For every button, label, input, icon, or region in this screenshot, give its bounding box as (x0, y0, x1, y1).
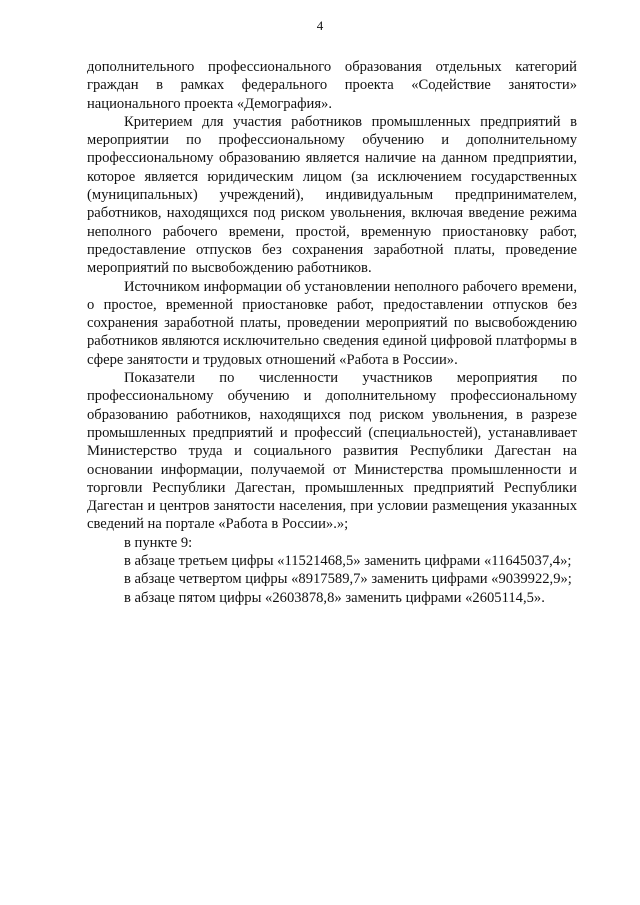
paragraph-criterion: Критерием для участия работников промышленных предприятий в мероприятии по профессиональному обучению и дополнительному профессиональному образованию является наличие на данном предприятии, которое является юридическим лицом (за исключением государственных (муниципальных) учреждений), индивидуальным предпринимателем, работников, находящихся под риском увольнения, включая введение режима неполного рабочего времени, простой, временную приостановку работ, предоставление отпусков без сохранения заработной платы, проведение мероприятий по высвобождению работников. (87, 113, 577, 277)
page-number: 4 (316, 18, 324, 33)
paragraph-point-9: в пункте 9: (124, 534, 193, 551)
paragraph-indicators: Показатели по численности участников мероприятия по профессиональному обучению и дополнительному профессиональному образованию работников, находящихся под риском увольнения, в разрезе промышленных предприятий и профессий (специальностей), устанавливает Министерство труда и социального развития Республики Дагестан на основании информации, получаемой от Министерства промышленности и торговли Республики Дагестан, промышленных предприятий Республики Дагестан и центров занятости населения, при условии размещения указанных сведений на портале «Работа в России».»; (87, 370, 577, 533)
paragraph-information-source: Источником информации об установлении неполного рабочего времени, о простое, временной приостановке работ, предоставлении отпусков без сохранения заработной платы, проведении мероприятий по высвобождению работников являются исключительно сведения единой цифровой платформы в сфере занятости и трудовых отношений «Работа в России». (87, 278, 577, 368)
paragraph-amendment-4: в абзаце четвертом цифры «8917589,7» заменить цифрами «9039922,9»; (124, 571, 572, 588)
paragraph-amendment-5: в абзаце пятом цифры «2603878,8» заменить цифрами «2605114,5». (124, 589, 545, 606)
paragraph-amendment-3: в абзаце третьем цифры «11521468,5» заменить цифрами «11645037,4»; (124, 553, 572, 570)
document-body (87, 58, 577, 607)
paragraph-continuation: дополнительного профессионального образования отдельных категорий граждан в рамках федерального проекта «Содействие занятости» национального проекта «Демография». (87, 59, 577, 112)
